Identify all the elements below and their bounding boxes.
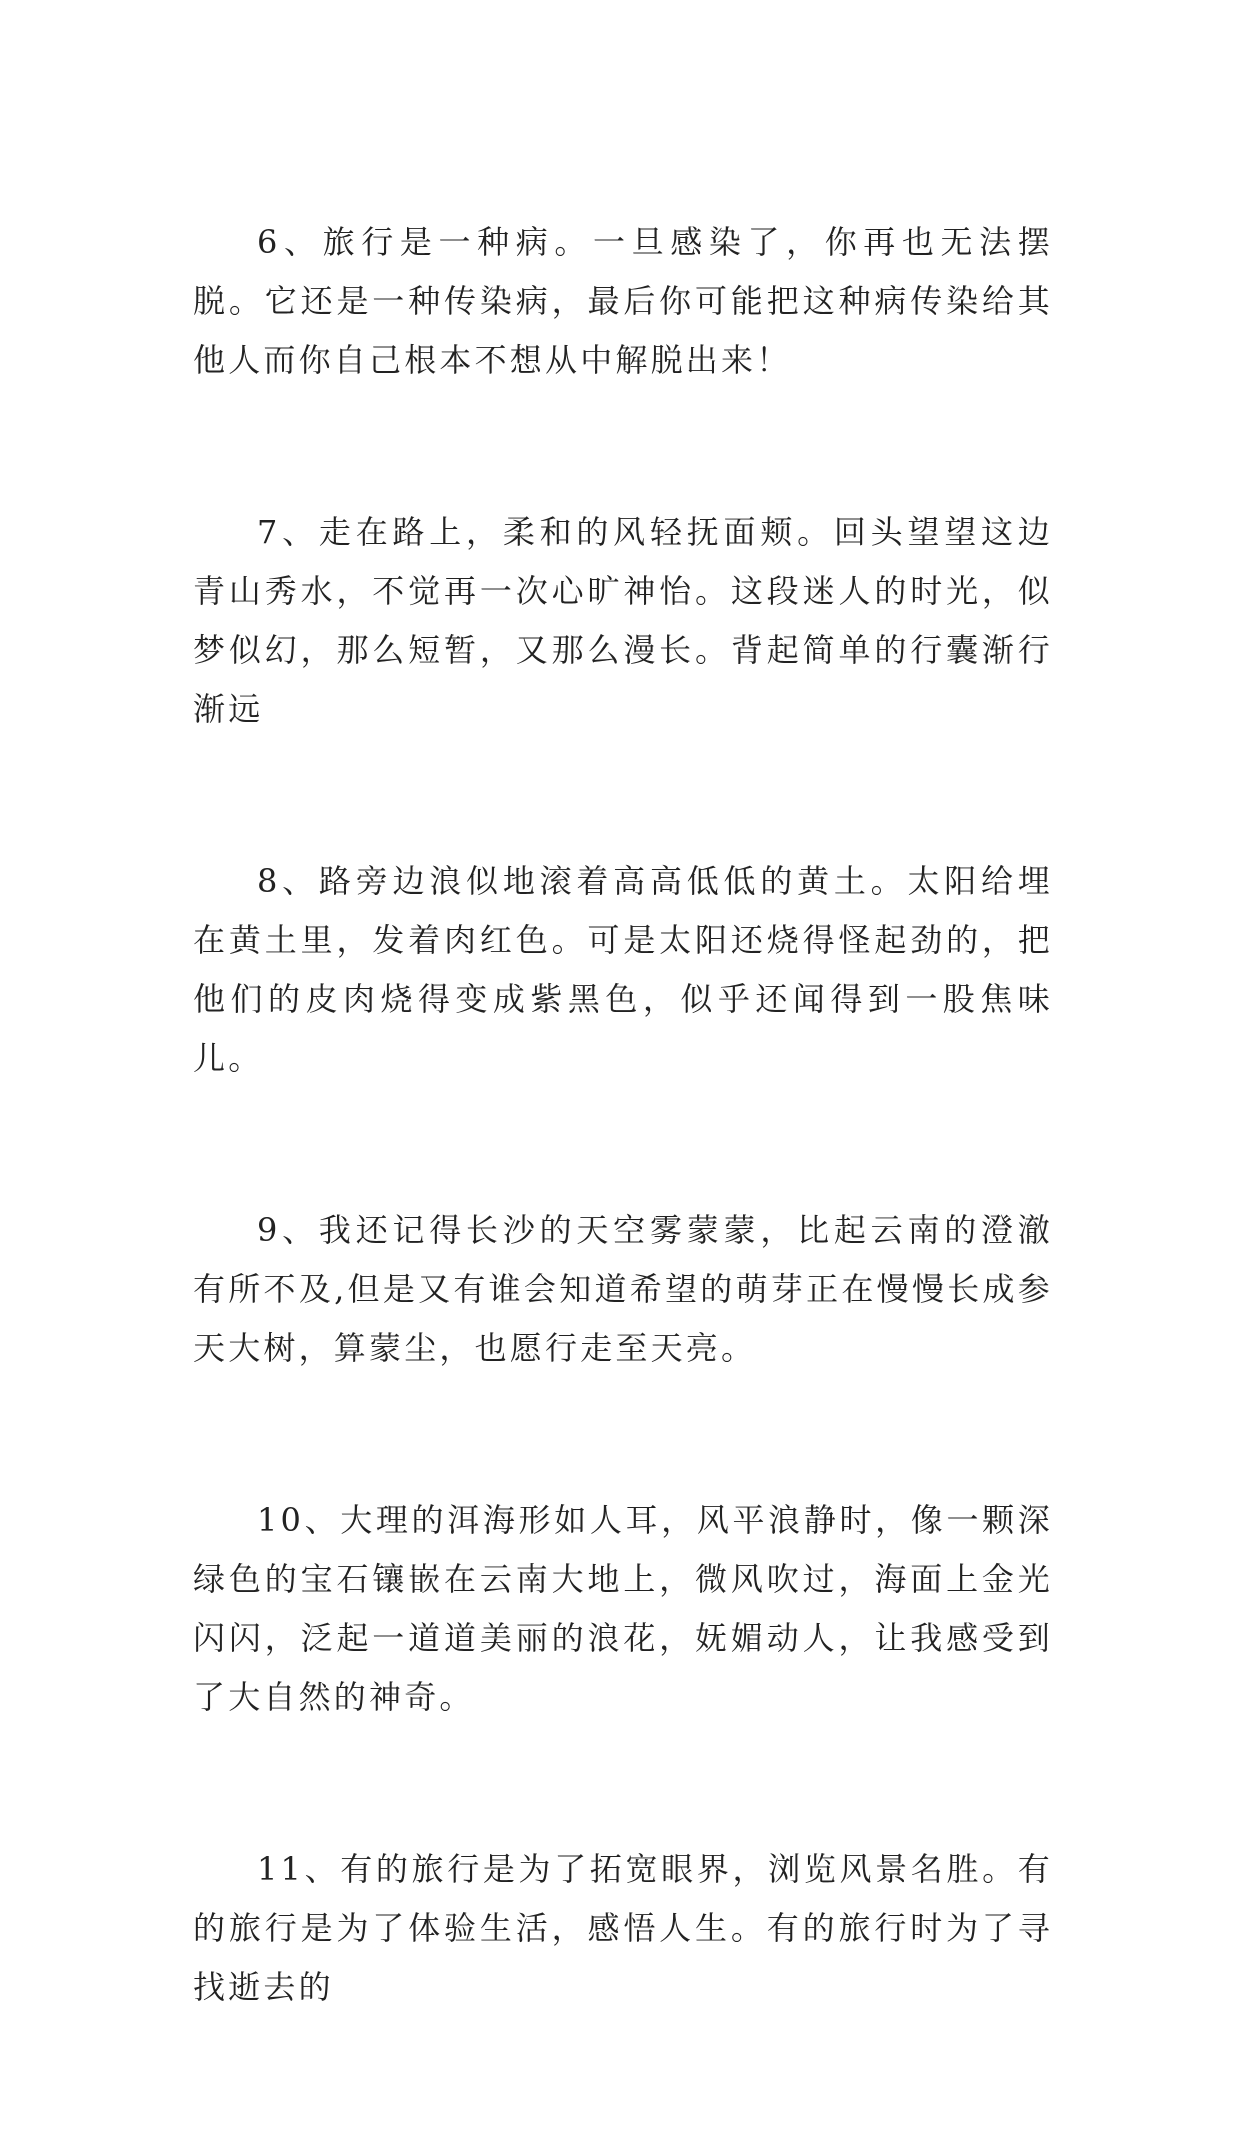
paragraph-11: 11、有的旅行是为了拓宽眼界，浏览风景名胜。有的旅行是为了体验生活，感悟人生。有的旅行时为了寻找逝去的 [193, 1850, 1053, 2006]
paragraph-9: 9、我还记得长沙的天空雾蒙蒙，比起云南的澄澈有所不及,但是又有谁会知道希望的萌芽正在慢慢长成参天大树，算蒙尘，也愿行走至天亮。 [193, 1211, 1053, 1367]
paragraph-10: 10、大理的洱海形如人耳，风平浪静时，像一颗深绿色的宝石镶嵌在云南大地上，微风吹过，海面上金光闪闪，泛起一道道美丽的浪花，妩媚动人，让我感受到了大自然的神奇。 [193, 1501, 1053, 1716]
paragraph-6: 6、旅行是一种病。一旦感染了，你再也无法摆脱。它还是一种传染病，最后你可能把这种病传染给其他人而你自己根本不想从中解脱出来！ [193, 223, 1053, 379]
document-body [193, 213, 1053, 2130]
paragraph-7: 7、走在路上，柔和的风轻抚面颊。回头望望这边青山秀水，不觉再一次心旷神怡。这段迷人的时光，似梦似幻，那么短暂，又那么漫长。背起简单的行囊渐行渐远 [193, 513, 1053, 728]
paragraph-8: 8、路旁边浪似地滚着高高低低的黄土。太阳给埋在黄土里，发着肉红色。可是太阳还烧得怪起劲的，把他们的皮肉烧得变成紫黑色，似乎还闻得到一股焦味儿。 [193, 862, 1053, 1077]
